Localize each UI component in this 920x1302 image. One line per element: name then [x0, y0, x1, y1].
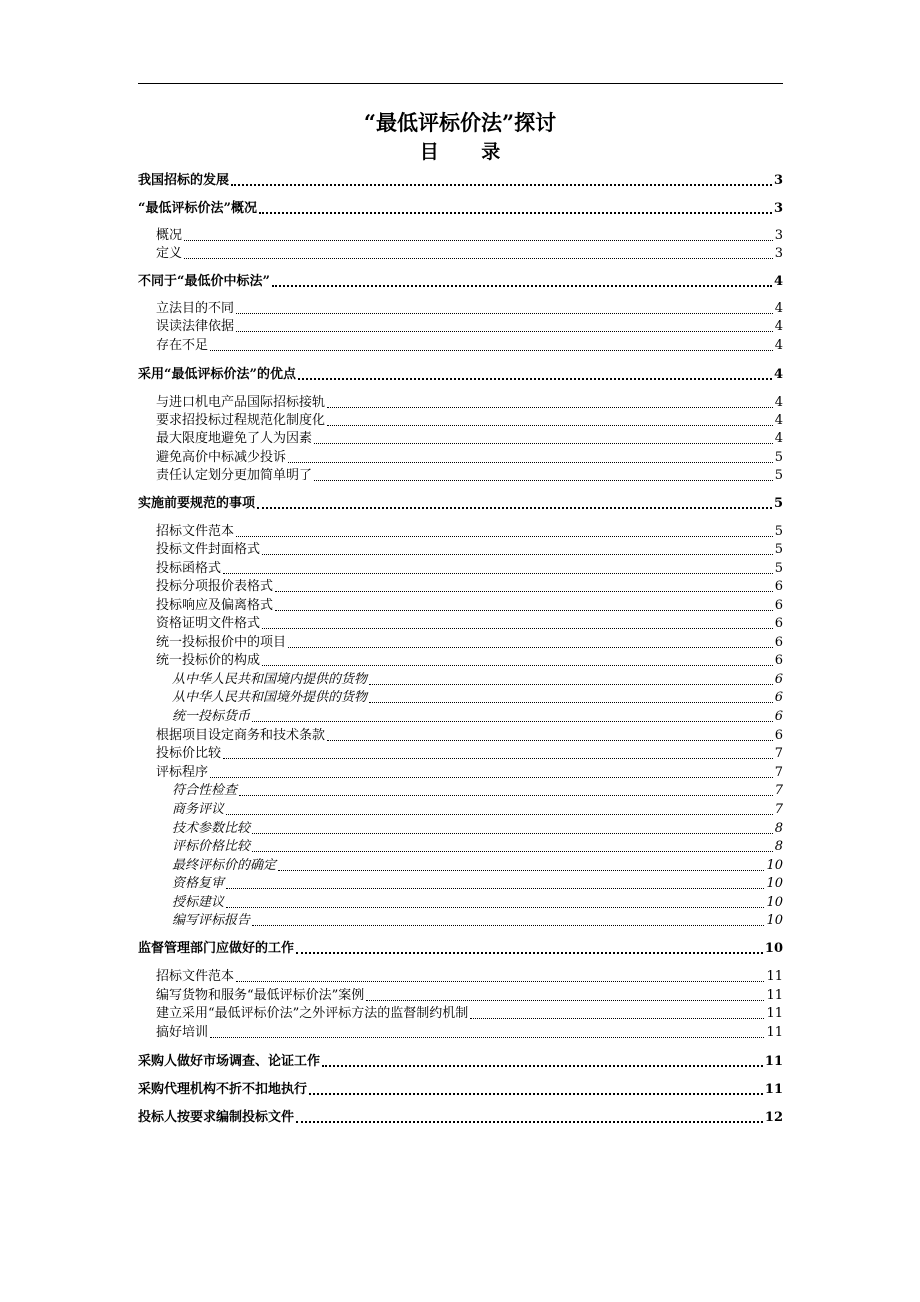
toc-dot-leader — [252, 851, 773, 852]
toc-entry[interactable] — [138, 430, 783, 448]
toc-entry[interactable] — [138, 1109, 783, 1127]
toc-entry-label: 立法目的不同 — [156, 301, 235, 316]
toc-entry-page: 4 — [774, 431, 783, 446]
toc-entry[interactable] — [138, 1081, 783, 1099]
toc-entry[interactable] — [138, 764, 783, 782]
toc-entry-page: 11 — [766, 1025, 783, 1040]
toc-dot-leader — [236, 536, 773, 537]
toc-entry-label: 避免高价中标减少投诉 — [156, 450, 287, 465]
toc-entry-label: 评标程序 — [156, 765, 209, 780]
toc-entry-label: 招标文件范本 — [156, 969, 235, 984]
toc-entry-page: 4 — [774, 301, 783, 316]
toc-entry-label: 符合性检查 — [172, 783, 238, 798]
toc-entry-label: 建立采用“最低评标价法”之外评标方法的监督制约机制 — [156, 1006, 469, 1021]
toc-entry-page: 11 — [766, 988, 783, 1003]
toc-entry-page: 5 — [774, 542, 783, 557]
toc-dot-leader — [275, 591, 773, 592]
toc-entry[interactable] — [138, 273, 783, 291]
toc-dot-leader — [236, 313, 773, 314]
toc-entry-label: 责任认定划分更加简单明了 — [156, 468, 313, 483]
toc-entry-label: 统一投标价的构成 — [156, 653, 261, 668]
toc-dot-leader — [309, 1093, 763, 1095]
toc-dot-leader — [223, 573, 773, 574]
toc-entry-page: 11 — [766, 969, 783, 984]
toc-entry-page: 5 — [773, 496, 783, 511]
toc-entry[interactable] — [138, 300, 783, 318]
toc-entry[interactable] — [138, 394, 783, 412]
toc-entry[interactable] — [138, 541, 783, 559]
toc-entry-label: “最低评标价法”概况 — [138, 201, 257, 216]
toc-entry-label: 编写货物和服务“最低评标价法”案例 — [156, 988, 365, 1003]
toc-entry-page: 11 — [764, 1054, 783, 1069]
toc-entry[interactable] — [138, 523, 783, 541]
toc-entry-page: 11 — [764, 1082, 783, 1097]
toc-entry-page: 6 — [774, 635, 783, 650]
toc-entry-label: 与进口机电产品国际招标接轨 — [156, 395, 326, 410]
toc-dot-leader — [327, 407, 773, 408]
toc-entry-page: 6 — [774, 616, 783, 631]
toc-entry[interactable] — [138, 172, 783, 190]
toc-entry[interactable] — [138, 652, 783, 670]
toc-entry-page: 7 — [774, 802, 783, 817]
toc-entry-label: 搞好培训 — [156, 1025, 209, 1040]
toc-entry-label: 投标分项报价表格式 — [156, 579, 274, 594]
toc-entry-page: 12 — [764, 1110, 783, 1125]
toc-dot-leader — [470, 1018, 764, 1019]
document-title: “最低评标价法”探讨 — [363, 110, 557, 135]
toc-entry-page: 10 — [766, 913, 783, 928]
toc-entry-label: 投标价比较 — [156, 746, 222, 761]
toc-entry-label: 投标人按要求编制投标文件 — [138, 1110, 295, 1125]
toc-entry[interactable] — [138, 467, 783, 485]
toc-entry-page: 3 — [774, 246, 783, 261]
toc-dot-leader — [226, 907, 764, 908]
toc-entry-page: 3 — [773, 201, 783, 216]
toc-dot-leader — [322, 1065, 763, 1067]
toc-dot-leader — [314, 443, 773, 444]
toc-entry-label: 统一投标报价中的项目 — [156, 635, 287, 650]
toc-dot-leader — [252, 925, 764, 926]
toc-entry-page: 10 — [766, 858, 783, 873]
toc-entry-page: 11 — [766, 1006, 783, 1021]
toc-entry-page: 6 — [774, 672, 783, 687]
toc-entry-label: 实施前要规范的事项 — [138, 496, 256, 511]
toc-entry[interactable] — [138, 987, 783, 1005]
toc-entry[interactable] — [138, 1053, 783, 1071]
toc-entry[interactable] — [138, 634, 783, 652]
toc-dot-leader — [236, 981, 764, 982]
toc-entry-label: 最终评标价的确定 — [172, 858, 277, 873]
toc-entry-label: 最大限度地避免了人为因素 — [156, 431, 313, 446]
toc-dot-leader — [184, 258, 773, 259]
toc-entry[interactable] — [138, 801, 783, 819]
toc-dot-leader — [231, 184, 772, 186]
toc-dot-leader — [210, 1037, 764, 1038]
toc-dot-leader — [236, 331, 773, 332]
toc-entry[interactable] — [138, 337, 783, 355]
toc-entry-label: 定义 — [156, 246, 183, 261]
toc-entry-label: 要求招投标过程规范化制度化 — [156, 413, 326, 428]
toc-entry-label: 商务评议 — [172, 802, 225, 817]
toc-dot-leader — [272, 285, 772, 287]
toc-dot-leader — [252, 721, 773, 722]
toc-entry-page: 4 — [773, 274, 783, 289]
toc-dot-leader — [262, 628, 773, 629]
toc-entry-label: 资格复审 — [172, 876, 225, 891]
toc-entry[interactable] — [138, 615, 783, 633]
toc-entry-page: 4 — [774, 395, 783, 410]
toc-entry[interactable] — [138, 745, 783, 763]
toc-entry[interactable] — [138, 912, 783, 930]
toc-entry-label: 存在不足 — [156, 338, 209, 353]
toc-entry-page: 6 — [774, 709, 783, 724]
toc-entry[interactable] — [138, 366, 783, 384]
toc-entry-page: 6 — [774, 598, 783, 613]
toc-entry[interactable] — [138, 671, 783, 689]
toc-entry[interactable] — [138, 689, 783, 707]
toc-dot-leader — [239, 795, 773, 796]
toc-dot-leader — [262, 665, 773, 666]
toc-entry[interactable] — [138, 940, 783, 958]
toc-dot-leader — [288, 647, 773, 648]
toc-dot-leader — [259, 212, 772, 214]
toc-dot-leader — [226, 888, 764, 889]
toc-dot-leader — [366, 1000, 764, 1001]
toc-entry-label: 投标响应及偏离格式 — [156, 598, 274, 613]
toc-entry-label: 统一投标货币 — [172, 709, 251, 724]
toc-entry-label: 授标建议 — [172, 895, 225, 910]
toc-dot-leader — [262, 554, 773, 555]
toc-entry-label: 从中华人民共和国境外提供的货物 — [172, 690, 368, 705]
toc-dot-leader — [257, 507, 772, 509]
toc-entry[interactable] — [138, 597, 783, 615]
toc-dot-leader — [369, 684, 773, 685]
toc-entry-label: 评标价格比较 — [172, 839, 251, 854]
toc-entry[interactable] — [138, 245, 783, 263]
toc-dot-leader — [184, 240, 773, 241]
toc-entry-label: 资格证明文件格式 — [156, 616, 261, 631]
toc-entry-page: 10 — [766, 895, 783, 910]
toc-entry-label: 编写评标报告 — [172, 913, 251, 928]
toc-dot-leader — [252, 833, 773, 834]
toc-entry-label: 我国招标的发展 — [138, 173, 230, 188]
toc-entry[interactable] — [138, 560, 783, 578]
table-of-contents — [138, 0, 783, 1302]
toc-entry-label: 采购人做好市场调查、论证工作 — [138, 1054, 321, 1069]
toc-heading: 目 录 — [419, 141, 519, 163]
toc-entry[interactable] — [138, 227, 783, 245]
toc-entry-page: 6 — [774, 653, 783, 668]
toc-dot-leader — [369, 702, 773, 703]
toc-entry-page: 6 — [774, 728, 783, 743]
toc-dot-leader — [327, 425, 773, 426]
toc-entry-page: 5 — [774, 450, 783, 465]
toc-entry[interactable] — [138, 449, 783, 467]
toc-entry[interactable] — [138, 968, 783, 986]
toc-entry[interactable] — [138, 578, 783, 596]
toc-entry[interactable] — [138, 708, 783, 726]
toc-entry[interactable] — [138, 838, 783, 856]
toc-entry-label: 采购代理机构不折不扣地执行 — [138, 1082, 308, 1097]
toc-entry-page: 7 — [774, 746, 783, 761]
toc-entry[interactable] — [138, 318, 783, 336]
toc-entry-page: 7 — [774, 783, 783, 798]
toc-entry-page: 8 — [774, 839, 783, 854]
toc-entry[interactable] — [138, 857, 783, 875]
toc-entry-label: 投标文件封面格式 — [156, 542, 261, 557]
toc-entry[interactable] — [138, 1005, 783, 1023]
toc-entry-label: 不同于“最低价中标法” — [138, 274, 270, 289]
toc-entry-page: 3 — [774, 228, 783, 243]
toc-entry[interactable] — [138, 894, 783, 912]
toc-entry[interactable] — [138, 820, 783, 838]
toc-entry[interactable] — [138, 875, 783, 893]
toc-entry[interactable] — [138, 495, 783, 513]
toc-dot-leader — [275, 610, 773, 611]
toc-entry-label: 误读法律依据 — [156, 319, 235, 334]
toc-entry-page: 4 — [774, 319, 783, 334]
toc-entry-page: 10 — [764, 941, 783, 956]
toc-entry-label: 概况 — [156, 228, 183, 243]
toc-entry-label: 监督管理部门应做好的工作 — [138, 941, 295, 956]
toc-entry[interactable] — [138, 1024, 783, 1042]
toc-entry[interactable] — [138, 412, 783, 430]
toc-dot-leader — [278, 870, 764, 871]
toc-entry-page: 5 — [774, 468, 783, 483]
toc-entry-page: 6 — [774, 579, 783, 594]
toc-dot-leader — [210, 350, 773, 351]
toc-entry-label: 招标文件范本 — [156, 524, 235, 539]
toc-entry-label: 根据项目设定商务和技术条款 — [156, 728, 326, 743]
toc-dot-leader — [226, 814, 773, 815]
toc-dot-leader — [296, 952, 763, 954]
toc-entry-page: 4 — [773, 367, 783, 382]
toc-entry[interactable] — [138, 782, 783, 800]
toc-entry-page: 10 — [766, 876, 783, 891]
toc-dot-leader — [296, 1121, 763, 1123]
toc-dot-leader — [314, 480, 773, 481]
toc-entry-label: 从中华人民共和国境内提供的货物 — [172, 672, 368, 687]
toc-entry-label: 投标函格式 — [156, 561, 222, 576]
toc-dot-leader — [223, 758, 773, 759]
toc-dot-leader — [210, 777, 773, 778]
toc-entry[interactable] — [138, 200, 783, 218]
toc-entry-page: 3 — [773, 173, 783, 188]
toc-entry-page: 4 — [774, 413, 783, 428]
toc-entry-page: 7 — [774, 765, 783, 780]
toc-entry-page: 4 — [774, 338, 783, 353]
toc-entry-page: 6 — [774, 690, 783, 705]
toc-dot-leader — [288, 462, 773, 463]
toc-dot-leader — [327, 740, 773, 741]
toc-entry-page: 5 — [774, 561, 783, 576]
toc-entry-page: 8 — [774, 821, 783, 836]
toc-entry[interactable] — [138, 727, 783, 745]
toc-entry-page: 5 — [774, 524, 783, 539]
toc-dot-leader — [298, 378, 772, 380]
toc-entry-label: 采用“最低评标价法”的优点 — [138, 367, 296, 382]
toc-entry-label: 技术参数比较 — [172, 821, 251, 836]
